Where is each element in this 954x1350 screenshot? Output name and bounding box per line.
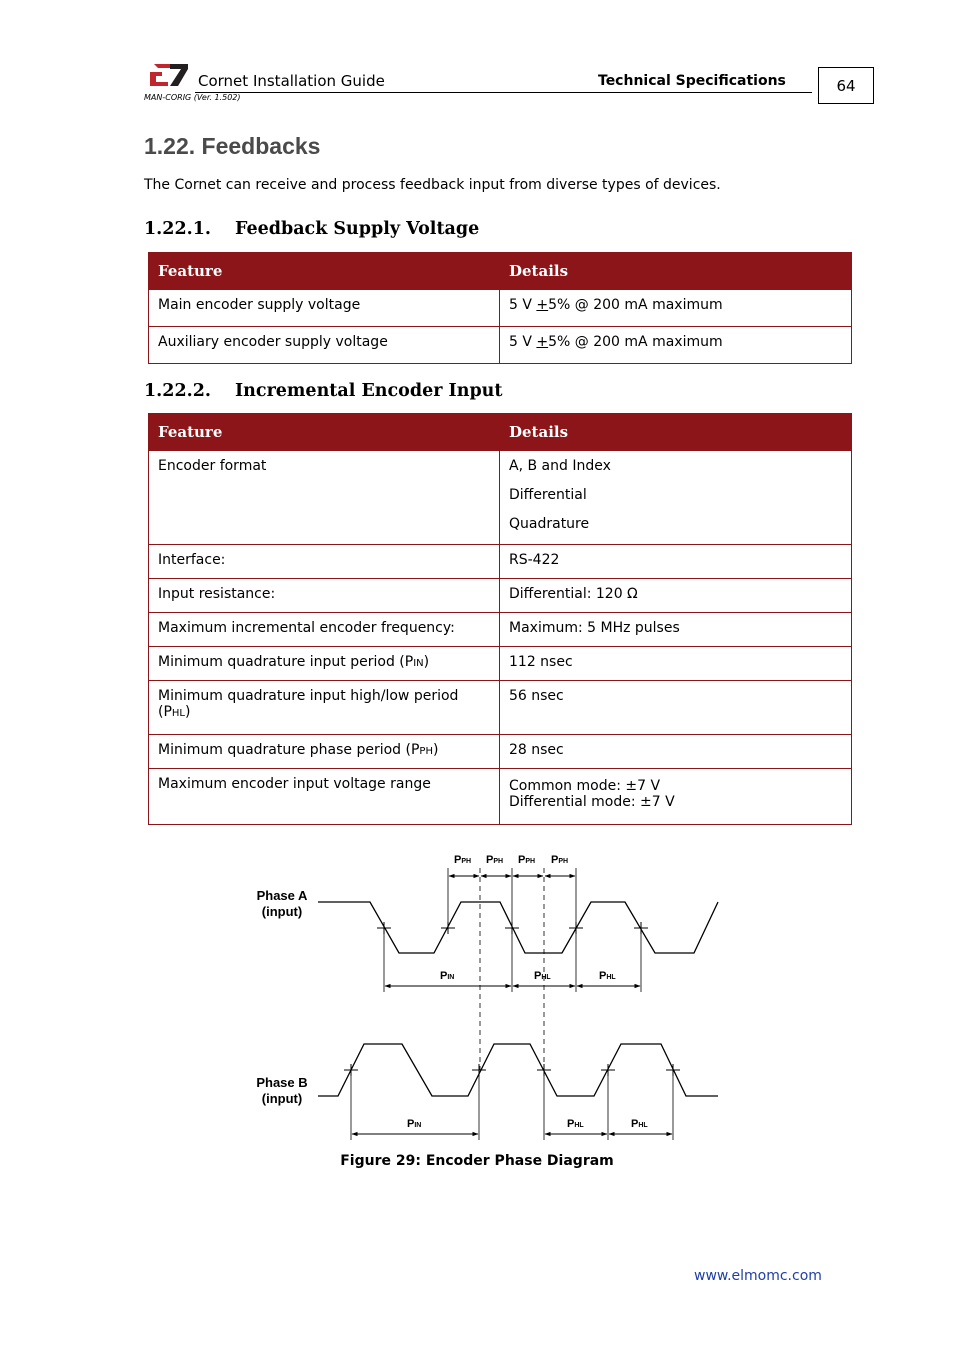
svg-text:PIN: PIN: [440, 970, 455, 982]
table-row: [149, 545, 852, 579]
feature-cell: Minimum quadrature phase period (PPH): [149, 735, 500, 769]
svg-text:PHL: PHL: [631, 1118, 648, 1130]
document-title: Cornet Installation Guide: [198, 72, 385, 90]
column-header-feature: Feature: [149, 253, 500, 290]
pph-labels: [454, 854, 568, 866]
table-row: [149, 613, 852, 647]
details-cell: Maximum: 5 MHz pulses: [500, 613, 852, 647]
section-heading: 1.22. Feedbacks: [144, 133, 321, 159]
table-row: [149, 327, 852, 364]
table-row: [149, 579, 852, 613]
elmo-logo: [148, 60, 190, 88]
svg-text:PPH: PPH: [454, 854, 472, 866]
phase-a-label: Phase A: [256, 888, 308, 903]
feature-cell: Encoder format: [149, 451, 500, 545]
svg-text:PHL: PHL: [534, 970, 551, 982]
figure-caption: Figure 29: Encoder Phase Diagram: [340, 1153, 614, 1169]
phase-b-label: Phase B: [256, 1075, 308, 1090]
document-version: MAN-CORIG (Ver. 1.502): [144, 93, 241, 102]
subsection-heading-supply: 1.22.1. Feedback Supply Voltage: [144, 219, 480, 239]
phase-a-period-labels: [440, 970, 616, 982]
table-row: [149, 681, 852, 735]
extension-lines: [351, 868, 673, 1140]
subsection-heading-incremental: 1.22.2. Incremental Encoder Input: [144, 381, 503, 401]
column-header-details: Details: [500, 253, 852, 290]
svg-text:PPH: PPH: [486, 854, 504, 866]
feature-cell: Maximum encoder input voltage range: [149, 769, 500, 825]
column-header-details: Details: [500, 414, 852, 451]
table-row: [149, 290, 852, 327]
section-intro: The Cornet can receive and process feedback input from diverse types of devices.: [144, 177, 721, 193]
phase-b-sublabel: (input): [261, 1091, 303, 1106]
details-cell: 5 V +5% @ 200 mA maximum: [500, 290, 852, 327]
column-header-feature: Feature: [149, 414, 500, 451]
table-header-row: [149, 414, 852, 451]
svg-text:PHL: PHL: [567, 1118, 584, 1130]
supply-voltage-table: [148, 252, 852, 364]
table-row: [149, 769, 852, 825]
details-cell: A, B and Index Differential Quadrature: [500, 451, 852, 545]
table-header-row: [149, 253, 852, 290]
header-section-name: Technical Specifications: [598, 73, 786, 89]
feature-cell: Minimum quadrature input period (PIN): [149, 647, 500, 681]
encoder-phase-diagram: [240, 845, 730, 1150]
details-cell: 56 nsec: [500, 681, 852, 735]
phase-a-sublabel: (input): [261, 904, 303, 919]
details-cell: 112 nsec: [500, 647, 852, 681]
details-cell: 5 V +5% @ 200 mA maximum: [500, 327, 852, 364]
svg-text:PHL: PHL: [599, 970, 616, 982]
phase-b-period-labels: [407, 1118, 648, 1130]
details-cell: 28 nsec: [500, 735, 852, 769]
feature-cell: Main encoder supply voltage: [149, 290, 500, 327]
details-cell: RS-422: [500, 545, 852, 579]
table-row: [149, 735, 852, 769]
feature-cell: Maximum incremental encoder frequency:: [149, 613, 500, 647]
table-row: [149, 647, 852, 681]
page-number: 64: [818, 67, 874, 104]
details-cell: Differential: 120 Ω: [500, 579, 852, 613]
incremental-encoder-table: [148, 413, 852, 825]
feature-cell: Minimum quadrature input high/low period (PHL): [149, 681, 500, 735]
svg-text:PIN: PIN: [407, 1118, 422, 1130]
table-row: [149, 451, 852, 545]
details-cell: Common mode: ±7 V Differential mode: ±7 V: [500, 769, 852, 825]
feature-cell: Interface:: [149, 545, 500, 579]
svg-text:PPH: PPH: [518, 854, 536, 866]
header-divider: [195, 92, 812, 93]
phase-b-waveform: [318, 1044, 718, 1096]
svg-text:PPH: PPH: [551, 854, 569, 866]
feature-cell: Input resistance:: [149, 579, 500, 613]
footer-website-link[interactable]: www.elmomc.com: [694, 1268, 822, 1284]
feature-cell: Auxiliary encoder supply voltage: [149, 327, 500, 364]
